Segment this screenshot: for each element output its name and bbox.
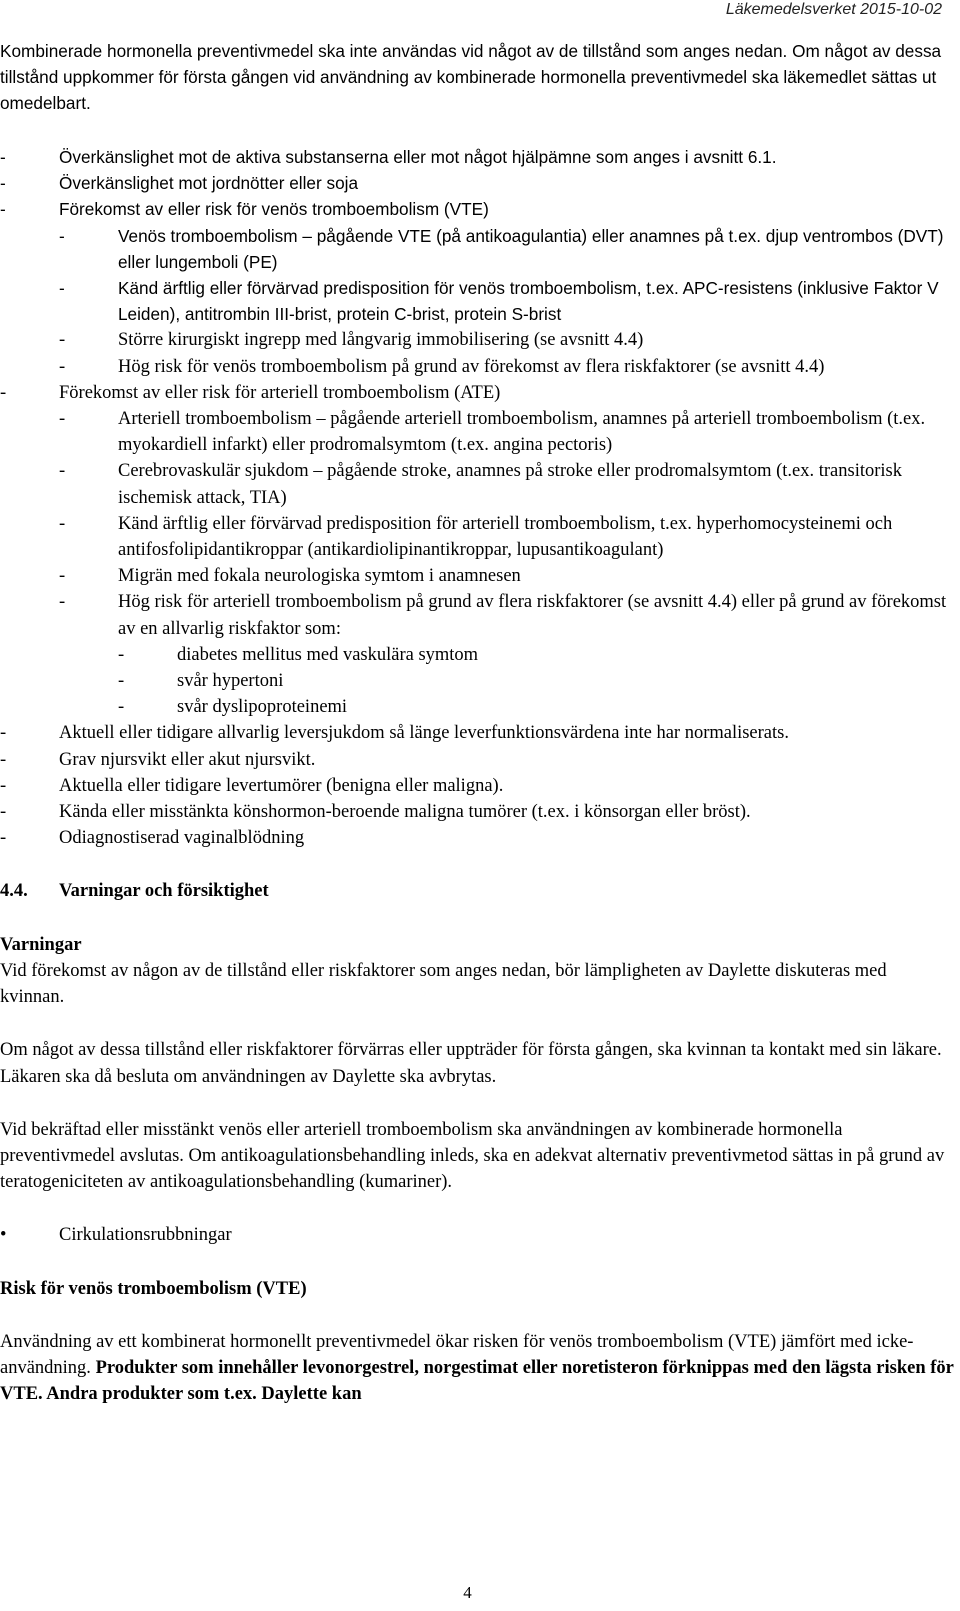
bullet-icon: • <box>0 1225 7 1246</box>
list-dash: - <box>118 671 125 692</box>
intro-section <box>0 38 950 117</box>
list-item <box>0 747 955 773</box>
list-dash: - <box>118 697 125 718</box>
list-dash: - <box>59 566 66 587</box>
section-heading <box>0 878 955 904</box>
list-item-text: diabetes mellitus med vaskulära symtom <box>177 644 479 665</box>
list-subitem <box>0 223 955 275</box>
page-number: 4 <box>463 1583 472 1602</box>
list-item-text: Förekomst av eller risk för arteriell tromboembolism (ATE) <box>59 382 501 403</box>
list-dash: - <box>59 225 65 246</box>
list-item-text: Större kirurgiskt ingrepp med långvarig immobilisering (se avsnitt 4.4) <box>118 330 644 351</box>
list-item-text: svår hypertoni <box>177 671 284 692</box>
list-item-text: Venös tromboembolism – pågående VTE (på antikoagulantia) eller anamnes på t.ex. djup ventrombos (DVT) eller lungemboli (PE) <box>118 225 944 272</box>
list-subitem <box>0 563 955 589</box>
warnings-heading: Varningar <box>0 934 82 955</box>
list-subitem <box>0 589 955 641</box>
list-item-text: Cerebrovaskulär sjukdom – pågående stroke, anamnes på stroke eller prodromalsymtom (t.ex. transitorisk ischemisk attack, TIA) <box>118 461 902 508</box>
vte-paragraph <box>0 1329 955 1408</box>
list-dash: - <box>59 409 66 430</box>
list-dash: - <box>59 330 66 351</box>
warnings-paragraph: Vid förekomst av någon av de tillstånd eller riskfaktorer som anges nedan, bör lämpligheten av Daylette diskuteras med kvinnan. <box>0 960 887 1008</box>
list-subitem <box>0 511 955 563</box>
contraindications-list <box>0 144 955 1407</box>
warnings-paragraph: Vid bekräftad eller misstänkt venös eller arteriell tromboembolism ska användningen av kombinerade hormonella preventivmedel avslutas. Om antikoagulationsbehandling inleds, ska en adekvat alternativ preventivmetod sättas in på grund av teratogeniciteten av antikoagulationsbehandling (kumariner). <box>0 1119 945 1193</box>
list-dash: - <box>0 199 6 220</box>
list-dash: - <box>0 828 7 849</box>
list-dash: - <box>0 147 6 167</box>
list-dash: - <box>59 278 65 299</box>
list-item-text: Överkänslighet mot jordnötter eller soja <box>59 173 359 194</box>
list-item <box>0 799 955 825</box>
list-item-text: Aktuell eller tidigare allvarlig leversjukdom så länge leverfunktionsvärdena inte har normaliserats. <box>59 723 789 744</box>
list-dash: - <box>59 461 66 482</box>
list-subsubitem <box>0 642 955 668</box>
list-item-text: Hög risk för venös tromboembolism på grund av förekomst av flera riskfaktorer (se avsnitt 4.4) <box>118 356 825 377</box>
list-item <box>0 825 955 851</box>
list-dash: - <box>59 592 66 613</box>
bullet-text: Cirkulationsrubbningar <box>59 1225 232 1246</box>
list-subsubitem <box>0 694 955 720</box>
list-dash: - <box>0 723 7 744</box>
list-dash: - <box>0 802 7 823</box>
list-subitem <box>0 275 955 327</box>
warnings-paragraph: Om något av dessa tillstånd eller riskfaktorer förvärras eller uppträder för första gången, ska kvinnan ta kontakt med sin läkare. Läkaren ska då besluta om användningen av Daylette ska avbrytas. <box>0 1040 942 1087</box>
list-item <box>0 380 955 406</box>
page-header: Läkemedelsverket 2015-10-02 <box>725 1 942 18</box>
list-subitem <box>0 458 955 510</box>
list-subsubitem <box>0 668 955 694</box>
vte-text: Användning av ett kombinerat hormonellt preventivmedel ökar risken för venös tromboembolism (VTE) jämfört med icke-användning. <box>0 1331 914 1378</box>
list-dash: - <box>0 775 7 796</box>
list-subitem <box>0 354 955 380</box>
list-item <box>0 720 955 746</box>
intro-paragraph: Kombinerade hormonella preventivmedel ska inte användas vid något av de tillstånd som anges nedan. Om något av dessa tillstånd uppkommer för första gången vid användning av kombinerade hormonella preventivmedel ska läkemedlet sättas ut omedelbart. <box>0 41 942 114</box>
list-item-text: Förekomst av eller risk för venös tromboembolism (VTE) <box>59 199 489 220</box>
list-item-text: Grav njursvikt eller akut njursvikt. <box>59 749 316 770</box>
list-dash: - <box>0 382 7 403</box>
list-item <box>0 144 955 170</box>
list-item-text: Känd ärftlig eller förvärvad predisposition för venös tromboembolism, t.ex. APC-resistens (inklusive Faktor V Leiden), antitrombin III-brist, protein C-brist, protein S-brist <box>118 278 939 325</box>
list-item <box>0 773 955 799</box>
bullet-item <box>0 1222 955 1248</box>
list-item-text: Känd ärftlig eller förvärvad predisposition för arteriell tromboembolism, t.ex. hyperhomocysteinemi och antifosfolipidantikroppar (antikardiolipinantikroppar, lupusantikoagulant) <box>118 513 893 561</box>
list-item <box>0 170 955 196</box>
vte-heading: Risk för venös tromboembolism (VTE) <box>0 1278 307 1299</box>
list-subitem <box>0 406 955 458</box>
list-item-text: Odiagnostiserad vaginalblödning <box>59 828 305 849</box>
vte-bold-text: Produkter som innehåller levonorgestrel, norgestimat eller noretisteron förknippas med den lägsta risken för VTE. Andra produkter som t.ex. Daylette kan <box>0 1357 954 1405</box>
list-item-text: Aktuella eller tidigare levertumörer (benigna eller maligna). <box>59 775 504 796</box>
list-subitem <box>0 327 955 353</box>
list-dash: - <box>59 356 66 377</box>
list-item-text: Överkänslighet mot de aktiva substanserna eller mot något hjälpämne som anges i avsnitt 6.1. <box>59 147 777 167</box>
list-item <box>0 196 955 222</box>
list-dash: - <box>118 644 125 665</box>
list-dash: - <box>0 173 6 194</box>
list-dash: - <box>0 749 7 770</box>
list-item-text: Migrän med fokala neurologiska symtom i anamnesen <box>118 566 521 587</box>
section-title: Varningar och försiktighet <box>59 881 269 902</box>
list-item-text: Hög risk för arteriell tromboembolism på grund av flera riskfaktorer (se avsnitt 4.4) eller på grund av förekomst av en allvarlig riskfaktor som: <box>118 592 947 639</box>
list-item-text: Kända eller misstänkta könshormon-beroende maligna tumörer (t.ex. i könsorgan eller bröst). <box>59 802 751 823</box>
list-item-text: svår dyslipoproteinemi <box>177 697 348 718</box>
list-dash: - <box>59 513 66 534</box>
list-item-text: Arteriell tromboembolism – pågående arteriell tromboembolism, anamnes på arteriell tromboembolism (t.ex. myokardiell infarkt) eller prodromalsymtom (t.ex. angina pectoris) <box>118 409 926 456</box>
section-number: 4.4. <box>0 881 28 902</box>
